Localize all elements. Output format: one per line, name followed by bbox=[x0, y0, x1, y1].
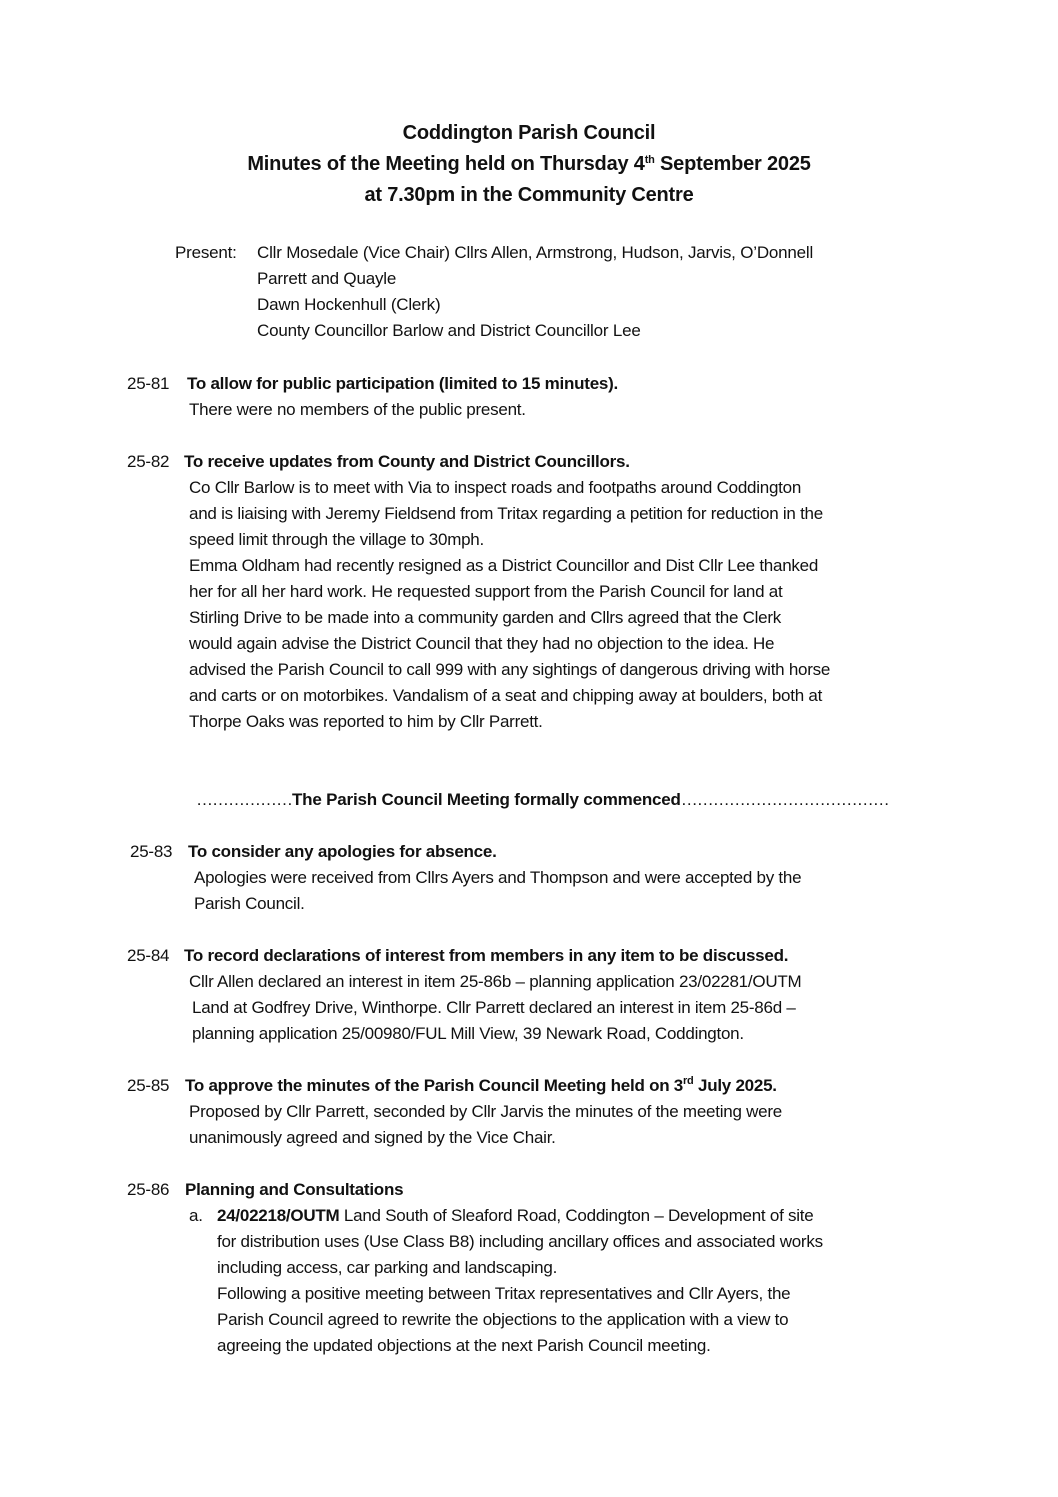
planning-description: Land South of Sleaford Road, Coddington – Development of site bbox=[339, 1206, 814, 1225]
document-title bbox=[0, 118, 1058, 211]
attendance-list bbox=[175, 240, 813, 344]
item-heading: To record declarations of interest from members in any item to be discussed. bbox=[184, 946, 789, 965]
commenced-text: The Parish Council Meeting formally commenced bbox=[292, 790, 681, 809]
item-number: 25-85 bbox=[127, 1076, 170, 1095]
attendee-line: Cllr Mosedale (Vice Chair) Cllrs Allen, Armstrong, Hudson, Jarvis, O’Donnell bbox=[257, 243, 814, 262]
ordinal-suffix: rd bbox=[683, 1075, 694, 1087]
agenda-item-25-82 bbox=[127, 449, 957, 735]
item-number: 25-84 bbox=[127, 946, 170, 965]
body-line: and carts or on motorbikes. Vandalism of a seat and chipping away at boulders, both at bbox=[189, 686, 823, 705]
planning-reference: 24/02218/OUTM bbox=[217, 1206, 340, 1225]
item-heading: To consider any apologies for absence. bbox=[188, 842, 497, 861]
present-label: Present: bbox=[175, 243, 237, 262]
attendee-line: County Councillor Barlow and District Councillor Lee bbox=[257, 321, 641, 340]
subitem-letter: a. bbox=[189, 1206, 203, 1225]
item-number: 25-81 bbox=[127, 374, 170, 393]
item-body bbox=[127, 969, 957, 1047]
body-line: speed limit through the village to 30mph. bbox=[189, 530, 484, 549]
item-number: 25-83 bbox=[130, 842, 173, 861]
dot-leader: ……………… bbox=[196, 790, 292, 809]
council-name: Coddington Parish Council bbox=[402, 122, 656, 144]
item-heading-suffix: July 2025. bbox=[693, 1076, 777, 1095]
item-body bbox=[127, 397, 957, 423]
item-heading: To allow for public participation (limited to 15 minutes). bbox=[187, 374, 618, 393]
meeting-venue: at 7.30pm in the Community Centre bbox=[364, 184, 694, 206]
body-line: Parish Council agreed to rewrite the objections to the application with a view to bbox=[217, 1310, 789, 1329]
body-line: Proposed by Cllr Parrett, seconded by Cllr Jarvis the minutes of the meeting were bbox=[189, 1102, 782, 1121]
body-line: Apologies were received from Cllrs Ayers and Thompson and were accepted by the bbox=[194, 868, 802, 887]
meeting-date-line bbox=[0, 149, 1058, 180]
attendee-line: Dawn Hockenhull (Clerk) bbox=[257, 295, 441, 314]
meeting-commenced-banner bbox=[196, 788, 889, 812]
body-line: unanimously agreed and signed by the Vice Chair. bbox=[189, 1128, 556, 1147]
body-line: Thorpe Oaks was reported to him by Cllr Parrett. bbox=[189, 712, 543, 731]
meeting-date-suffix: September 2025 bbox=[654, 153, 811, 175]
body-line: including access, car parking and landscaping. bbox=[217, 1258, 558, 1277]
dot-leader: ………………………………… bbox=[680, 790, 889, 809]
attendee-line: Parrett and Quayle bbox=[257, 269, 397, 288]
body-line: her for all her hard work. He requested support from the Parish Council for land at bbox=[189, 582, 783, 601]
item-heading: Planning and Consultations bbox=[185, 1180, 404, 1199]
agenda-item-25-85 bbox=[127, 1073, 957, 1151]
body-line: Stirling Drive to be made into a community garden and Cllrs agreed that the Clerk bbox=[189, 608, 782, 627]
body-line: Emma Oldham had recently resigned as a District Councillor and Dist Cllr Lee thanked bbox=[189, 556, 819, 575]
body-line: planning application 25/00980/FUL Mill View, 39 Newark Road, Coddington. bbox=[192, 1024, 744, 1043]
body-line: agreeing the updated objections at the next Parish Council meeting. bbox=[217, 1336, 711, 1355]
body-line: There were no members of the public present. bbox=[189, 400, 526, 419]
body-line: Co Cllr Barlow is to meet with Via to inspect roads and footpaths around Coddington bbox=[189, 478, 802, 497]
item-heading-prefix: To approve the minutes of the Parish Council Meeting held on 3 bbox=[185, 1076, 684, 1095]
ordinal-suffix: th bbox=[644, 154, 655, 166]
item-number: 25-86 bbox=[127, 1180, 170, 1199]
body-line: advised the Parish Council to call 999 with any sightings of dangerous driving with horse bbox=[189, 660, 831, 679]
meeting-date-prefix: Minutes of the Meeting held on Thursday 4 bbox=[247, 153, 645, 175]
item-body bbox=[127, 475, 957, 735]
body-line: for distribution uses (Use Class B8) including ancillary offices and associated works bbox=[217, 1232, 823, 1251]
body-line: Parish Council. bbox=[194, 894, 305, 913]
item-number: 25-82 bbox=[127, 452, 170, 471]
body-line: Land at Godfrey Drive, Winthorpe. Cllr Parrett declared an interest in item 25-86d – bbox=[192, 998, 796, 1017]
agenda-item-25-83 bbox=[130, 839, 960, 917]
item-body bbox=[127, 1099, 957, 1151]
planning-subitem-a bbox=[127, 1203, 957, 1359]
item-heading: To receive updates from County and District Councillors. bbox=[184, 452, 630, 471]
agenda-item-25-81 bbox=[127, 371, 957, 423]
body-line: and is liaising with Jeremy Fieldsend from Tritax regarding a petition for reduction in the bbox=[189, 504, 823, 523]
agenda-item-25-84 bbox=[127, 943, 957, 1047]
item-body bbox=[130, 865, 960, 917]
body-line: would again advise the District Council that they had no objection to the idea. He bbox=[189, 634, 775, 653]
body-line: Cllr Allen declared an interest in item 25-86b – planning application 23/02281/OUTM bbox=[189, 972, 802, 991]
agenda-item-25-86 bbox=[127, 1177, 957, 1359]
body-line: Following a positive meeting between Tritax representatives and Cllr Ayers, the bbox=[217, 1284, 791, 1303]
